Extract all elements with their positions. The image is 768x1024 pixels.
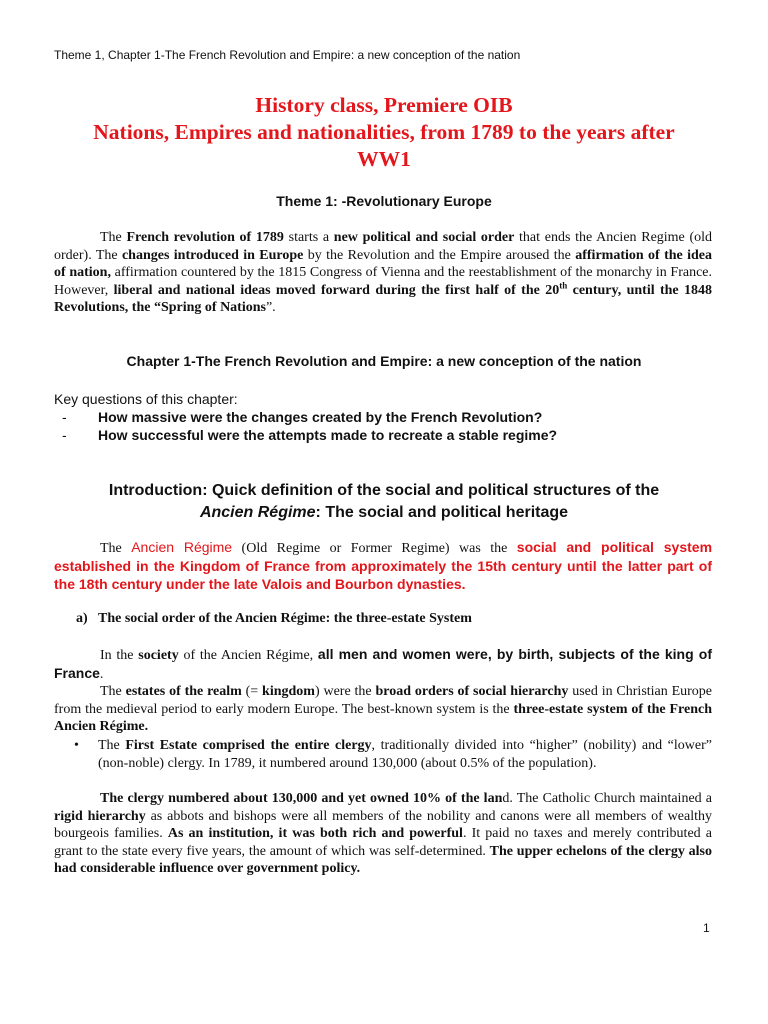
text-run: kingdom [262,684,315,699]
intro-paragraph [54,539,712,595]
question-text: How successful were the attempts made to recreate a stable regime? [98,427,558,443]
text-run: , traditionally divided into “higher” (nobility) and “lower” (non-noble) clergy. In 1789, it numbered around 130,000 (about 0.5% of the population). [98,738,712,771]
text-run: Ancien Régime [199,504,316,521]
text-run: The upper echelons of the clergy also had considerable influence over government policy. [54,843,712,877]
dash-bullet: - [62,427,67,443]
title-line-1: History class, Premiere OIB [255,93,513,117]
key-questions [54,390,714,444]
text-run: rigid hierarchy [54,808,146,824]
introduction-heading [0,480,768,524]
text-run: The clergy numbered about 130,000 and yet owned 10% of the lan [100,791,503,806]
bullet-text [98,737,712,772]
section-a-heading [76,611,472,627]
text-run: French revolution of 1789 [126,230,284,245]
text-run: ) were the [314,684,376,699]
chapter-heading: Chapter 1-The French Revolution and Empire: a new conception of the nation [126,353,642,369]
section-label: a) [76,611,88,626]
key-questions-label: Key questions of this chapter: [54,391,238,407]
question-item [54,426,714,444]
running-header: Theme 1, Chapter 1-The French Revolution and Empire: a new conception of the nation [54,48,521,62]
text-run: As an institution, it was both rich and powerful [167,826,463,842]
dash-bullet: - [62,409,67,425]
superscript: th [559,280,568,291]
text-run: In the [100,648,139,663]
text-run: by the Revolution and the Empire aroused the [303,247,576,263]
text-run: as abbots and bishops were all members of the nobility and canons were all members of wealthy bourgeois families. [54,808,713,842]
society-paragraph [54,646,712,683]
text-run: that ends the Ancien Regime (old order). The [54,230,713,263]
bullet-first-estate [54,737,712,772]
text-run: ”. [265,300,276,316]
text-run: affirmation countered by the 1815 Congress of Vienna and the reestablishment of the monarchy in France. However, [54,265,712,298]
intro-heading-line-1: Introduction: Quick definition of the social and political structures of the [108,482,660,499]
question-item [54,408,714,426]
text-run: all men and women were, by birth, subjects of the king of France [54,646,713,681]
text-run: society [138,648,179,663]
text-run: of the Ancien Régime, [178,648,318,663]
text-run: The [100,230,127,245]
theme-paragraph [54,229,712,317]
text-run: three-estate system of the French Ancien Régime. [54,701,712,735]
text-run: First Estate comprised the entire clergy [125,738,372,753]
text-run: affirmation of the idea of nation, [54,247,712,281]
document-title [0,92,768,173]
page-number: 1 [703,921,710,935]
text-run: The [100,684,126,699]
text-run: (Old Regime or Former Regime) was the [232,541,517,556]
clergy-paragraph [54,790,712,878]
text-run: The [100,541,132,556]
text-run: liberal and national ideas moved forward during the first half of the 20 [113,282,560,298]
text-run: The [98,738,126,753]
theme-heading: Theme 1: -Revolutionary Europe [276,193,492,209]
text-run: century, until the 1848 Revolutions, the “Spring of Nations [54,282,713,316]
text-run: starts a [283,230,334,245]
text-run: estates of the realm [125,684,242,699]
bullet-dot-icon: • [74,738,79,753]
text-run: changes introduced in Europe [121,247,304,263]
title-line-2: Nations, Empires and nationalities, from 1789 to the years after WW1 [93,120,675,171]
text-run: Ancien Régime [131,539,233,555]
text-run: used in Christian Europe from the medieval period to early modern Europe. The best-known system is the [54,684,713,717]
text-run: new political and social order [333,230,515,245]
text-run: broad orders of social hierarchy [375,684,569,699]
section-title: The social order of the Ancien Régime: the three-estate System [98,611,472,626]
estates-paragraph [54,683,712,736]
text-run: (= [241,684,263,699]
text-run: : The social and political heritage [315,504,569,521]
intro-heading-line-2 [0,502,768,524]
question-text: How massive were the changes created by the French Revolution? [98,409,543,425]
text-run: . It paid no taxes and merely contributed a grant to the state every five years, the amount of which was self-determined. [54,826,713,859]
text-run: social and political system established in the Kingdom of France from approximately the 15th century until the latter part of the 18th century under the late Valois and Bourbon dynasties. [54,539,713,593]
text-run: . [99,666,104,682]
text-run: d. The Catholic Church maintained a [502,791,712,806]
